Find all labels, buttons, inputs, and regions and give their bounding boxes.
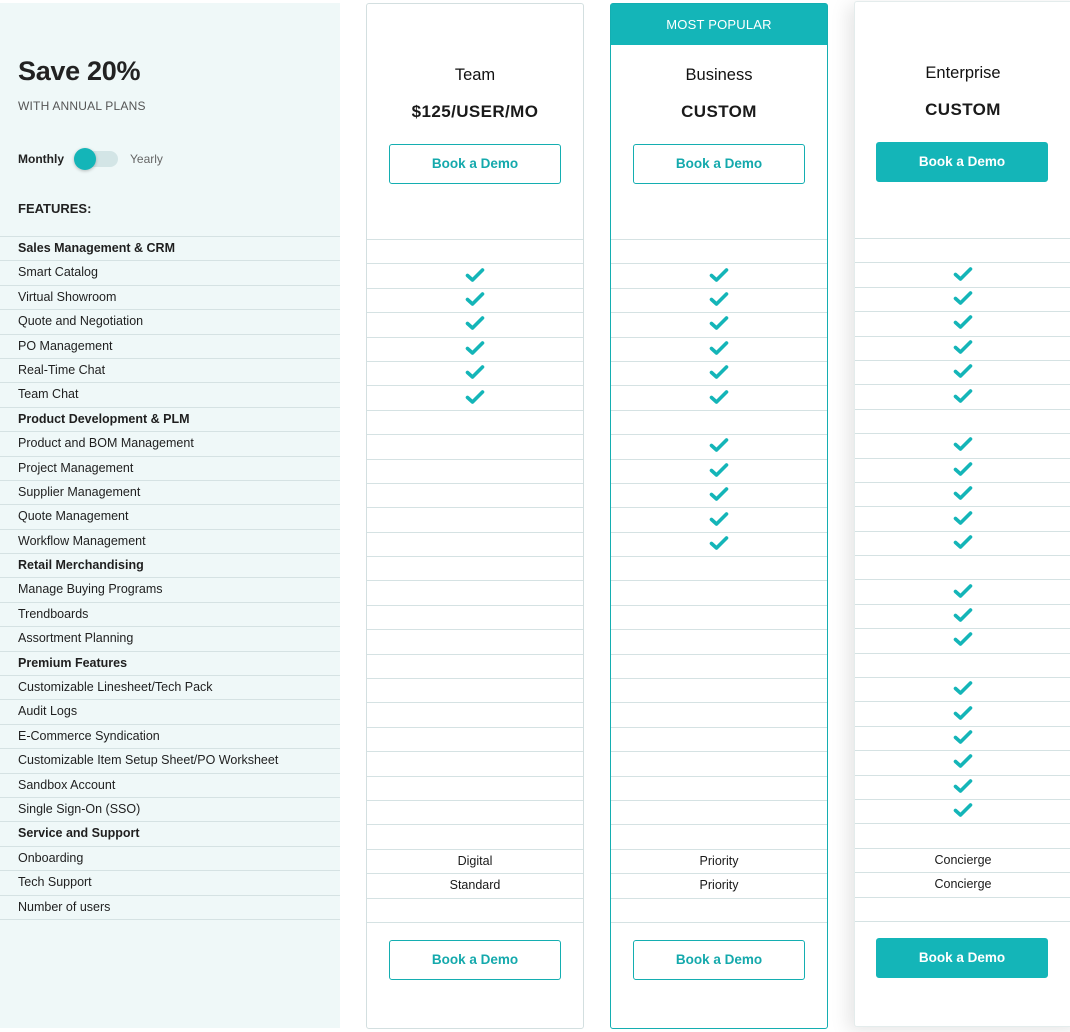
empty-cell [611, 557, 827, 581]
check-icon [465, 340, 485, 356]
feature-included-cell [855, 507, 1070, 531]
empty-cell [367, 801, 583, 825]
empty-cell [367, 533, 583, 557]
check-icon [953, 339, 973, 355]
book-demo-button-business-top[interactable]: Book a Demo [633, 144, 805, 184]
plan-price: CUSTOM [925, 100, 1001, 119]
feature-included-cell [855, 288, 1070, 312]
most-popular-badge: MOST POPULAR [611, 4, 827, 45]
empty-cell [855, 410, 1070, 434]
feature-value-cell: Digital [367, 850, 583, 874]
feature-included-cell [855, 263, 1070, 287]
plan-price: $125/USER/MO [411, 102, 539, 121]
empty-cell [855, 898, 1070, 922]
empty-cell [611, 240, 827, 264]
promo-subtitle: WITH ANNUAL PLANS [18, 99, 146, 113]
feature-included-cell [611, 508, 827, 532]
check-icon [709, 291, 729, 307]
check-icon [709, 511, 729, 527]
feature-included-cell [855, 361, 1070, 385]
empty-cell [367, 655, 583, 679]
feature-included-cell [611, 533, 827, 557]
feature-value-cell: Standard [367, 874, 583, 898]
check-icon [465, 389, 485, 405]
empty-cell [611, 801, 827, 825]
plan-card-enterprise [854, 1, 1070, 1027]
feature-value-cell: Concierge [855, 873, 1070, 897]
empty-cell [367, 825, 583, 849]
feature-row: Assortment Planning [0, 627, 340, 651]
feature-section-header: Premium Features [0, 652, 340, 676]
plan-card-business [610, 3, 828, 1029]
feature-row: Sandbox Account [0, 774, 340, 798]
empty-cell [855, 556, 1070, 580]
feature-included-cell [611, 338, 827, 362]
check-icon [953, 510, 973, 526]
empty-cell [367, 435, 583, 459]
check-icon [465, 364, 485, 380]
empty-cell [367, 679, 583, 703]
check-icon [709, 340, 729, 356]
empty-cell [611, 655, 827, 679]
empty-cell [611, 825, 827, 849]
monthly-label[interactable]: Monthly [18, 152, 64, 166]
feature-included-cell [611, 435, 827, 459]
check-icon [709, 535, 729, 551]
feature-row: Number of users [0, 896, 340, 920]
feature-included-cell [855, 727, 1070, 751]
check-icon [953, 778, 973, 794]
check-icon [953, 534, 973, 550]
promo-title: Save 20% [18, 56, 141, 86]
feature-section-header: Service and Support [0, 822, 340, 846]
empty-cell [367, 557, 583, 581]
empty-cell [367, 581, 583, 605]
feature-row: Trendboards [0, 603, 340, 627]
plan-card-team [366, 3, 584, 1029]
check-icon [953, 485, 973, 501]
feature-included-cell [611, 264, 827, 288]
billing-toggle-row [18, 148, 163, 170]
plan-price: CUSTOM [681, 102, 757, 121]
feature-included-cell [367, 264, 583, 288]
empty-cell [367, 752, 583, 776]
book-demo-button-business-bottom[interactable]: Book a Demo [633, 940, 805, 980]
empty-cell [367, 899, 583, 923]
check-icon [953, 729, 973, 745]
feature-included-cell [855, 751, 1070, 775]
check-icon [465, 315, 485, 331]
check-icon [465, 267, 485, 283]
check-icon [709, 486, 729, 502]
plan-feature-cells [367, 239, 583, 923]
check-icon [953, 461, 973, 477]
check-icon [953, 290, 973, 306]
feature-row: Workflow Management [0, 530, 340, 554]
plan-name: Team [454, 66, 496, 84]
feature-section-header: Product Development & PLM [0, 408, 340, 432]
empty-cell [367, 508, 583, 532]
feature-included-cell [611, 362, 827, 386]
check-icon [953, 583, 973, 599]
feature-row: Manage Buying Programs [0, 578, 340, 602]
feature-included-cell [855, 385, 1070, 409]
feature-row: Real-Time Chat [0, 359, 340, 383]
feature-included-cell [855, 702, 1070, 726]
empty-cell [367, 460, 583, 484]
feature-value-cell: Priority [611, 850, 827, 874]
empty-cell [611, 777, 827, 801]
empty-cell [611, 728, 827, 752]
check-icon [953, 802, 973, 818]
feature-included-cell [367, 362, 583, 386]
feature-included-cell [855, 483, 1070, 507]
check-icon [953, 680, 973, 696]
empty-cell [367, 240, 583, 264]
feature-row: Supplier Management [0, 481, 340, 505]
feature-row: Project Management [0, 457, 340, 481]
plan-feature-cells [611, 239, 827, 923]
plan-name: Business [685, 66, 753, 84]
empty-cell [367, 703, 583, 727]
feature-included-cell [855, 776, 1070, 800]
feature-included-cell [611, 289, 827, 313]
book-demo-button-team-bottom[interactable]: Book a Demo [389, 940, 561, 980]
empty-cell [367, 606, 583, 630]
feature-included-cell [855, 580, 1070, 604]
empty-cell [611, 899, 827, 923]
check-icon [953, 607, 973, 623]
feature-row: Audit Logs [0, 700, 340, 724]
feature-row: Onboarding [0, 847, 340, 871]
check-icon [953, 631, 973, 647]
empty-cell [611, 606, 827, 630]
check-icon [953, 388, 973, 404]
billing-period-toggle[interactable] [74, 148, 120, 170]
feature-included-cell [855, 605, 1070, 629]
feature-included-cell [855, 800, 1070, 824]
features-heading: FEATURES: [18, 201, 92, 216]
feature-value-cell: Concierge [855, 849, 1070, 873]
check-icon [709, 364, 729, 380]
check-icon [709, 437, 729, 453]
empty-cell [611, 581, 827, 605]
feature-row: Smart Catalog [0, 261, 340, 285]
empty-cell [611, 679, 827, 703]
feature-included-cell [611, 386, 827, 410]
feature-included-cell [855, 678, 1070, 702]
check-icon [953, 266, 973, 282]
feature-included-cell [855, 434, 1070, 458]
empty-cell [611, 703, 827, 727]
feature-included-cell [611, 313, 827, 337]
empty-cell [855, 654, 1070, 678]
book-demo-button-enterprise-top[interactable]: Book a Demo [876, 142, 1048, 182]
check-icon [953, 705, 973, 721]
feature-row: PO Management [0, 335, 340, 359]
book-demo-button-team-top[interactable]: Book a Demo [389, 144, 561, 184]
feature-section-header: Sales Management & CRM [0, 237, 340, 261]
check-icon [953, 314, 973, 330]
feature-included-cell [367, 386, 583, 410]
feature-row: Quote and Negotiation [0, 310, 340, 334]
yearly-label[interactable]: Yearly [130, 152, 163, 166]
empty-cell [855, 239, 1070, 263]
feature-included-cell [855, 459, 1070, 483]
toggle-knob[interactable] [74, 148, 96, 170]
book-demo-button-enterprise-bottom[interactable]: Book a Demo [876, 938, 1048, 978]
feature-included-cell [611, 484, 827, 508]
plan-feature-cells [855, 238, 1070, 922]
check-icon [709, 462, 729, 478]
empty-cell [611, 752, 827, 776]
check-icon [709, 389, 729, 405]
feature-included-cell [855, 532, 1070, 556]
feature-row: Single Sign-On (SSO) [0, 798, 340, 822]
empty-cell [611, 630, 827, 654]
check-icon [953, 753, 973, 769]
feature-included-cell [611, 460, 827, 484]
feature-row: Customizable Linesheet/Tech Pack [0, 676, 340, 700]
feature-included-cell [855, 312, 1070, 336]
feature-row: Product and BOM Management [0, 432, 340, 456]
feature-included-cell [855, 629, 1070, 653]
feature-value-cell: Priority [611, 874, 827, 898]
feature-included-cell [367, 338, 583, 362]
empty-cell [367, 484, 583, 508]
feature-row: E-Commerce Syndication [0, 725, 340, 749]
check-icon [953, 363, 973, 379]
empty-cell [367, 728, 583, 752]
feature-section-header: Retail Merchandising [0, 554, 340, 578]
check-icon [709, 315, 729, 331]
feature-included-cell [855, 337, 1070, 361]
empty-cell [367, 777, 583, 801]
empty-cell [367, 630, 583, 654]
check-icon [465, 291, 485, 307]
feature-row: Team Chat [0, 383, 340, 407]
empty-cell [367, 411, 583, 435]
feature-row: Quote Management [0, 505, 340, 529]
feature-included-cell [367, 289, 583, 313]
empty-cell [855, 824, 1070, 848]
feature-row: Tech Support [0, 871, 340, 895]
feature-list [0, 236, 340, 920]
check-icon [709, 267, 729, 283]
check-icon [953, 436, 973, 452]
feature-row: Customizable Item Setup Sheet/PO Worksheet [0, 749, 340, 773]
empty-cell [611, 411, 827, 435]
feature-row: Virtual Showroom [0, 286, 340, 310]
plan-name: Enterprise [925, 64, 1001, 82]
feature-included-cell [367, 313, 583, 337]
